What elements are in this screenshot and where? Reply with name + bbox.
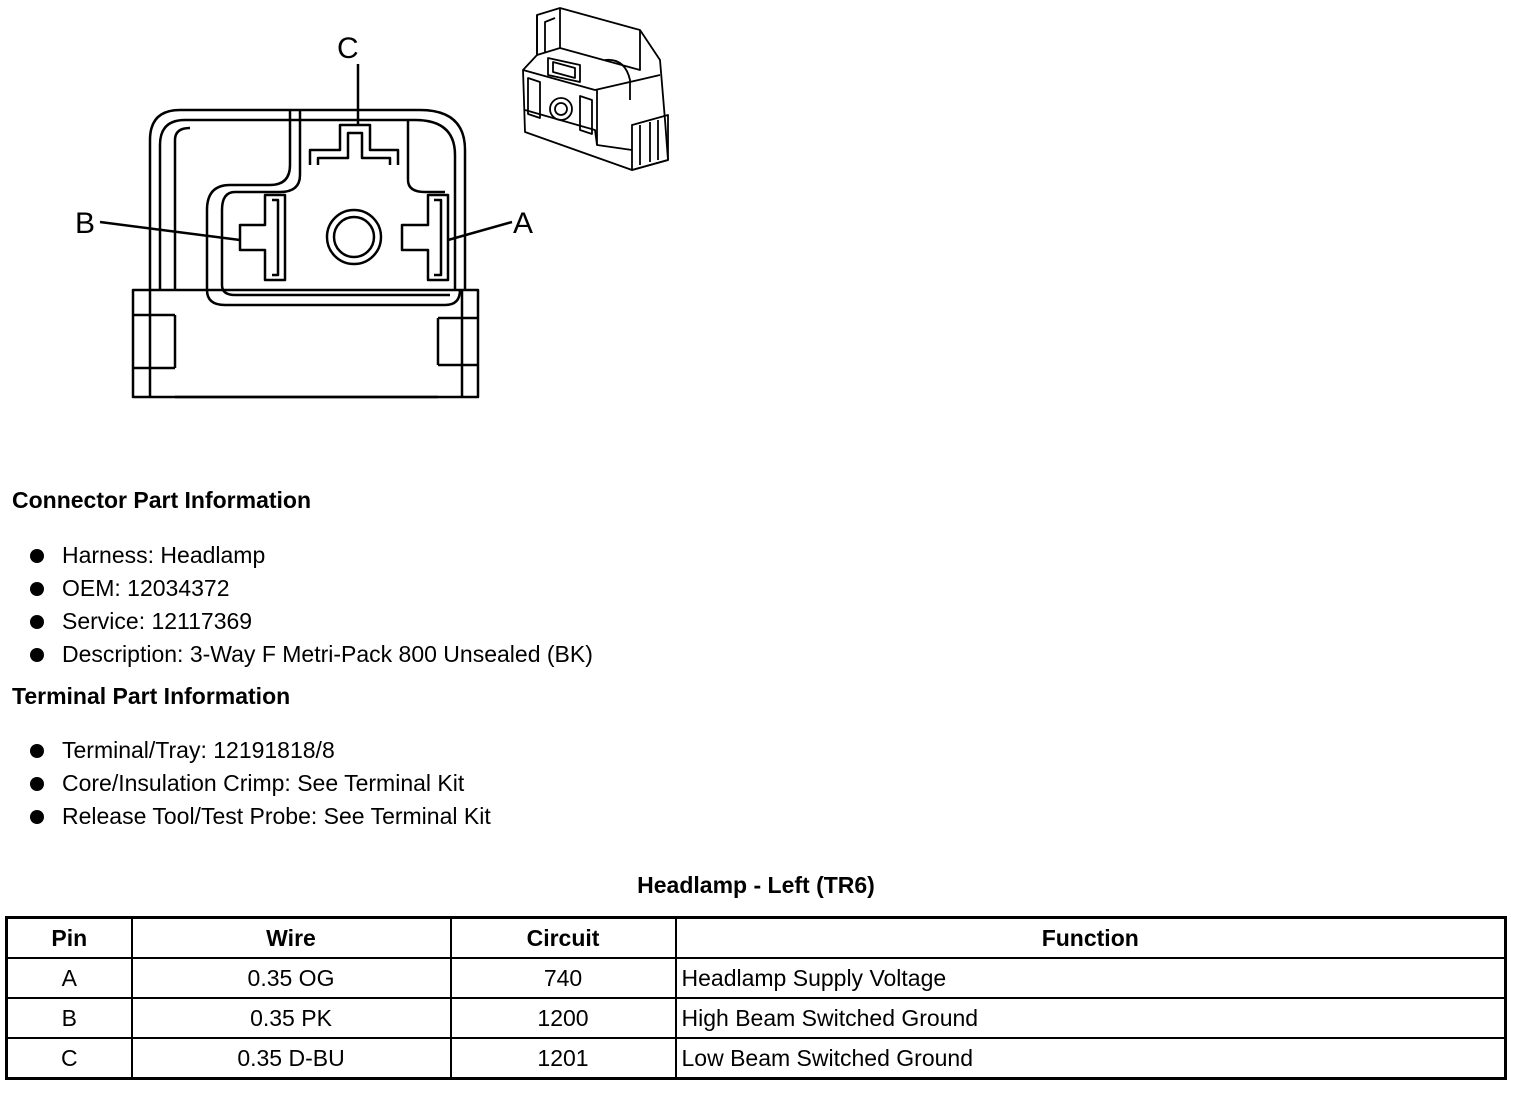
leader-line-a: [448, 222, 512, 240]
cell-circuit: 1200: [451, 998, 676, 1038]
list-item: Description: 3-Way F Metri-Pack 800 Unsealed (BK): [28, 638, 593, 671]
pin-label-c: C: [337, 32, 359, 65]
list-item: Release Tool/Test Probe: See Terminal Kit: [28, 800, 491, 833]
column-header-wire: Wire: [132, 918, 451, 959]
column-header-function: Function: [676, 918, 1506, 959]
connector-housing: [133, 110, 478, 397]
list-item: OEM: 12034372: [28, 572, 593, 605]
connector-info-heading: Connector Part Information: [12, 487, 312, 513]
connector-isometric-view: [523, 8, 668, 170]
cell-pin: C: [7, 1038, 132, 1079]
cell-pin: A: [7, 958, 132, 998]
list-item: Service: 12117369: [28, 605, 593, 638]
cell-circuit: 740: [451, 958, 676, 998]
cell-function: Low Beam Switched Ground: [676, 1038, 1506, 1079]
terminal-c: [310, 125, 398, 165]
cell-wire: 0.35 OG: [132, 958, 451, 998]
bullet-icon: [30, 549, 44, 563]
column-header-circuit: Circuit: [451, 918, 676, 959]
terminal-info-list: [28, 734, 491, 833]
list-item: Core/Insulation Crimp: See Terminal Kit: [28, 767, 491, 800]
connector-info-list: [28, 539, 593, 671]
connector-diagram: [0, 0, 1520, 440]
leader-line-b: [100, 222, 240, 240]
cell-function: High Beam Switched Ground: [676, 998, 1506, 1038]
terminal-info-heading: Terminal Part Information: [12, 683, 291, 709]
bullet-icon: [30, 810, 44, 824]
cell-wire: 0.35 D-BU: [132, 1038, 451, 1079]
column-header-pin: Pin: [7, 918, 132, 959]
terminal-b: [240, 195, 285, 280]
cell-pin: B: [7, 998, 132, 1038]
table-row: [7, 1038, 1506, 1079]
cell-wire: 0.35 PK: [132, 998, 451, 1038]
table-row: [7, 998, 1506, 1038]
pin-table: [5, 916, 1507, 1080]
bullet-icon: [30, 582, 44, 596]
terminal-a: [402, 195, 448, 280]
table-row: [7, 958, 1506, 998]
bullet-icon: [30, 744, 44, 758]
list-item: Terminal/Tray: 12191818/8: [28, 734, 491, 767]
pin-label-a: A: [513, 207, 534, 240]
list-item: Harness: Headlamp: [28, 539, 593, 572]
table-header-row: [7, 918, 1506, 959]
bullet-icon: [30, 777, 44, 791]
cell-circuit: 1201: [451, 1038, 676, 1079]
table-title: Headlamp - Left (TR6): [637, 872, 875, 898]
cell-function: Headlamp Supply Voltage: [676, 958, 1506, 998]
bullet-icon: [30, 648, 44, 662]
bullet-icon: [30, 615, 44, 629]
pin-label-b: B: [75, 207, 96, 240]
